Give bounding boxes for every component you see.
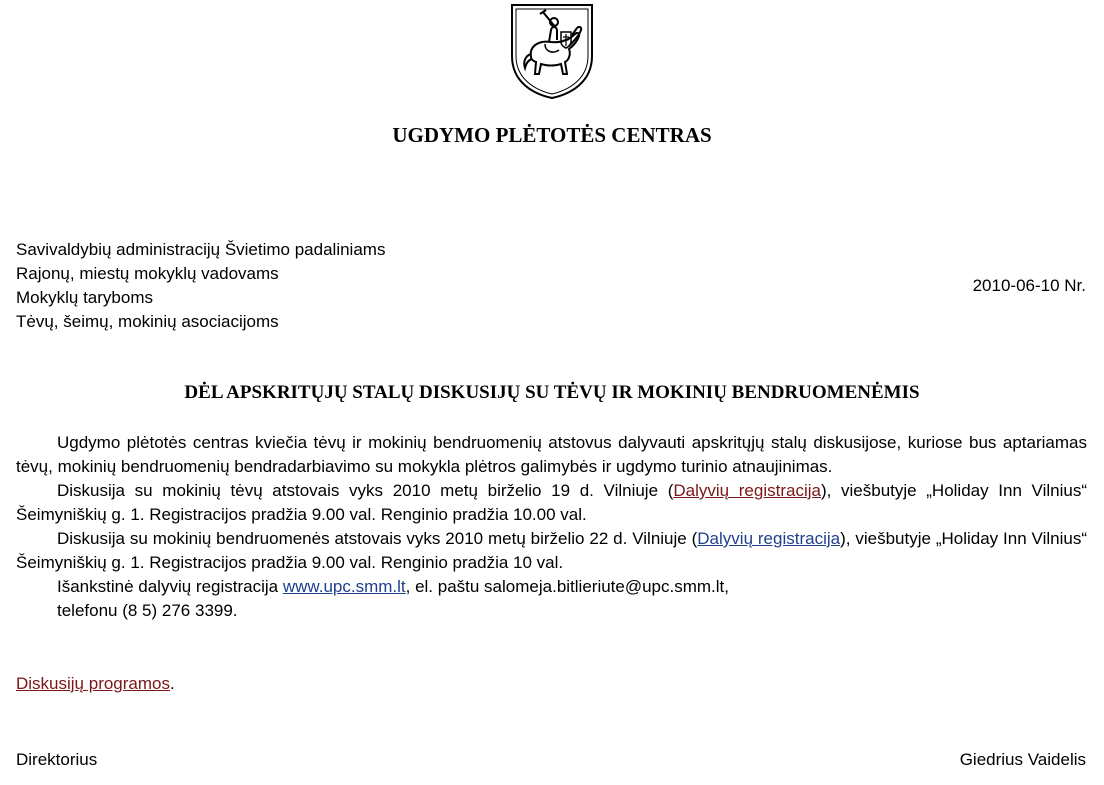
paragraph-text: Diskusija su mokinių tėvų atstovais vyks 2010 metų birželio 19 d. Vilniuje (	[57, 481, 674, 500]
website-link[interactable]: www.upc.smm.lt	[282, 577, 406, 596]
registration-link-students[interactable]: Dalyvių registracija	[697, 529, 841, 548]
recipients-list	[16, 238, 385, 334]
body-paragraph: telefonu (8 5) 276 3399.	[57, 601, 238, 620]
recipient-line: Mokyklų taryboms	[16, 288, 153, 307]
programs-link[interactable]: Diskusijų programos	[16, 674, 170, 693]
coat-of-arms-icon	[509, 2, 595, 100]
paragraph-text: ), viešbutyje „Holiday Inn Vilnius“ Šeimyniškių g. 1. Registracijos pradžia 9.00 val. Renginio pradžia 10.00 val.	[16, 481, 1087, 524]
programs-line	[16, 672, 175, 696]
paragraph-text: ), viešbutyje „Holiday Inn Vilnius“ Šeimyniškių g. 1. Registracijos pradžia 9.00 val. Renginio pradžia 10 val.	[16, 529, 1087, 572]
recipient-line: Tėvų, šeimų, mokinių asociacijoms	[16, 312, 279, 331]
body-paragraph	[16, 575, 1087, 599]
signature-role: Direktorius	[16, 750, 98, 769]
recipient-line: Savivaldybių administracijų Švietimo padaliniams	[16, 240, 386, 259]
letter-body	[16, 431, 1087, 623]
signature-name: Giedrius Vaidelis	[959, 750, 1086, 769]
paragraph-text: , el. paštu salomeja.bitlieriute@upc.smm.lt,	[405, 577, 730, 596]
programs-suffix: .	[170, 674, 175, 693]
body-paragraph	[16, 527, 1087, 575]
paragraph-text: Diskusija su mokinių bendruomenės atstovais vyks 2010 metų birželio 22 d. Vilniuje (	[57, 529, 698, 548]
registration-link-parents[interactable]: Dalyvių registracija	[673, 481, 821, 500]
recipient-line: Rajonų, miestų mokyklų vadovams	[16, 264, 279, 283]
paragraph-text: Išankstinė dalyvių registracija	[57, 577, 283, 596]
body-paragraph: Ugdymo plėtotės centras kviečia tėvų ir mokinių bendruomenių atstovus dalyvauti apskritųjų stalų diskusijose, kuriose bus aptariamas tėvų, mokinių bendruomenių bendradarbiavimo su mokykla plėtros galimybės ir ugdymo turinio atnaujinimas.	[16, 433, 1087, 476]
letter-subject: DĖL APSKRITŲJŲ STALŲ DISKUSIJŲ SU TĖVŲ IR MOKINIŲ BENDRUOMENĖMIS	[184, 382, 920, 403]
organization-title: UGDYMO PLĖTOTĖS CENTRAS	[392, 123, 712, 147]
body-paragraph	[16, 479, 1087, 527]
document-date: 2010-06-10 Nr.	[972, 276, 1086, 295]
